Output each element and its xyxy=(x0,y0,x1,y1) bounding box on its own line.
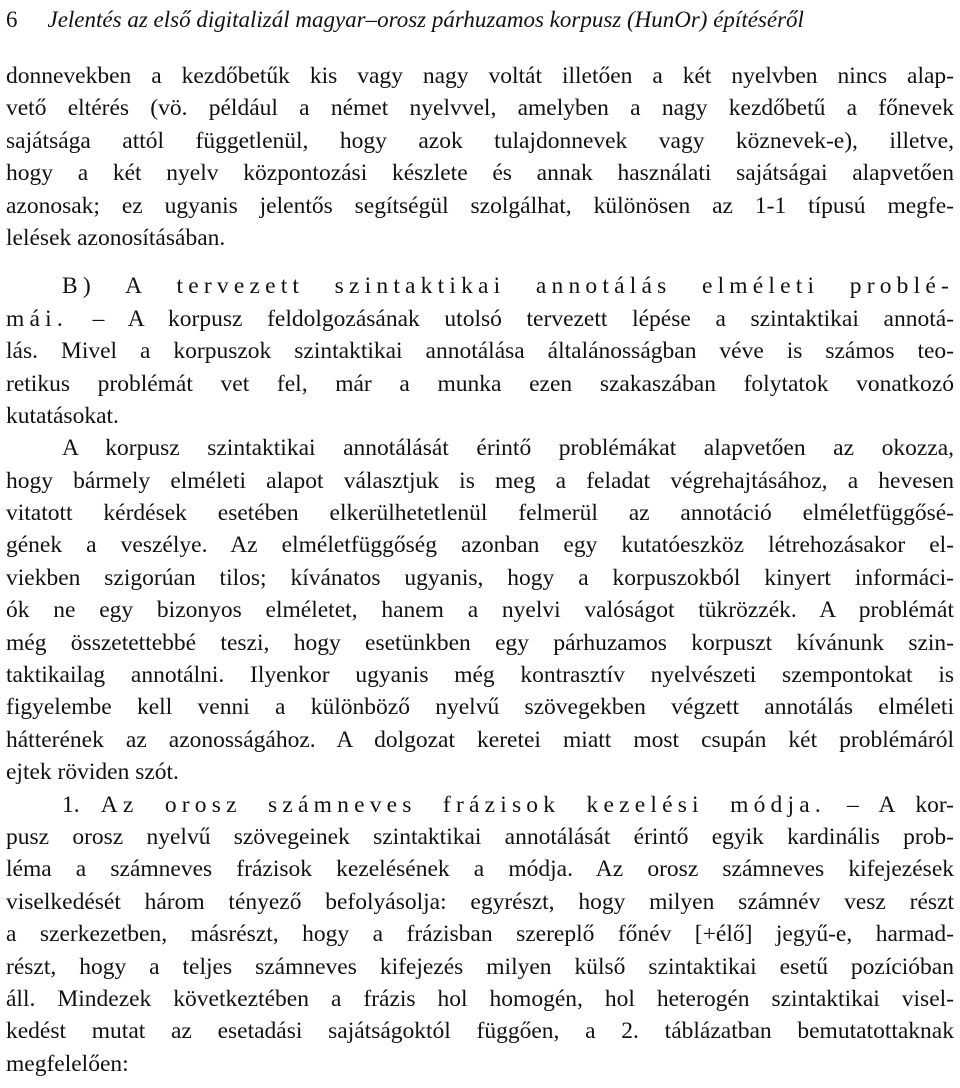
text-line: gének a veszélye. Az elméletfüggőség azonban egy kutatóeszköz létrehozásakor el- xyxy=(6,532,954,559)
text-line: A korpusz szintaktikai annotálását érintő problémákat alapvetően az okozza, xyxy=(62,435,954,462)
section-b-heading: B) A tervezett szintaktikai annotálás elméleti problé- xyxy=(62,273,954,300)
text-line xyxy=(6,303,954,335)
text-line: részt, hogy a teljes számneves kifejezés milyen külső szintaktikai esetű pozícióban xyxy=(6,953,954,980)
text-line: áll. Mindezek következtében a frázis hol homogén, hol heterogén szintaktikai visel- xyxy=(6,985,954,1012)
text-line: hátterének az azonosságához. A dolgozat keretei miatt most csupán két problémáról xyxy=(6,726,954,753)
text-line: a szerkezetben, másrészt, hogy a frázisban szereplő főnév [+élő] jegyű-e, harmad- xyxy=(6,921,954,948)
text-line: vitatott kérdések esetében elkerülhetetlenül felmerül az annotáció elméletfüggősé- xyxy=(6,500,954,527)
text-line: lelések azonosításában. xyxy=(6,224,226,251)
text-line: ók ne egy bizonyos elméletet, hanem a nyelvi valóságot tükrözzék. A problémát xyxy=(6,597,954,624)
item-1-heading-rest: – A kor- xyxy=(825,791,954,818)
body-text xyxy=(6,60,954,1080)
text-line: sajátsága attól függetlenül, hogy azok tulajdonnevek vagy köznevek-e), illetve, xyxy=(6,127,954,154)
text-line: hogy a két nyelv központozási készlete és annak használati sajátságai alapvetően xyxy=(6,160,954,187)
item-1 xyxy=(6,789,954,1081)
text-line: viekben szigorúan tilos; kívánatos ugyanis, hogy a korpuszokból kinyert informáci- xyxy=(6,564,954,591)
text-line: megfelelően: xyxy=(6,1050,129,1077)
text-line: kutatásokat. xyxy=(6,402,119,429)
paragraph-3 xyxy=(6,432,954,788)
text-line: vető eltérés (vö. például a német nyelvvel, amelyben a nagy kezdőbetű a főnevek xyxy=(6,95,954,122)
text-line: figyelembe kell venni a különböző nyelvű szövegekben végzett annotálás elméleti xyxy=(6,694,954,721)
text-line: retikus problémát vet fel, már a munka ezen szakaszában folytatok vonatkozó xyxy=(6,370,954,397)
section-b-heading-rest: – A korpusz feldolgozásának utolsó tervezett lépése a szintaktikai annotá- xyxy=(67,305,954,332)
section-b-heading-end: mái. xyxy=(6,305,68,332)
text-line: taktikailag annotálni. Ilyenkor ugyanis még kontrasztív nyelvészeti szempontokat is xyxy=(6,662,954,689)
text-line: pusz orosz nyelvű szövegeinek szintaktikai annotálását érintő egyik kardinális prob- xyxy=(6,823,954,850)
text-line: donnevekben a kezdőbetűk kis vagy nagy voltát illetően a két nyelvben nincs alap- xyxy=(6,63,954,89)
item-1-heading: Az orosz számneves frázisok kezelési módja. xyxy=(100,791,826,818)
text-line: kedést mutat az esetadási sajátságoktól függően, a 2. táblázatban bemutatottaknak xyxy=(6,1018,954,1045)
running-title: Jelentés az első digitalizál magyar–orosz párhuzamos korpusz (HunOr) építéséről xyxy=(47,7,804,32)
item-1-number: 1. xyxy=(62,791,101,818)
text-line: ejtek röviden szót. xyxy=(6,759,179,786)
paragraph-gap xyxy=(6,254,954,270)
item-1-heading-line xyxy=(6,789,954,821)
document-page xyxy=(6,0,954,1080)
text-line: léma a számneves frázisok kezelésének a módja. Az orosz számneves kifejezések xyxy=(6,856,954,883)
text-line: viselkedését három tényező befolyásolja: egyrészt, hogy milyen számnév vesz részt xyxy=(6,888,954,915)
page-number: 6 xyxy=(6,7,18,32)
paragraph-1 xyxy=(6,60,954,254)
text-line: azonosak; ez ugyanis jelentős segítségül szolgálhat, különösen az 1-1 típusú megfe- xyxy=(6,192,954,219)
running-header xyxy=(6,0,954,40)
text-line: még összetettebbé teszi, hogy esetünkben egy párhuzamos korpuszt kívánunk szin- xyxy=(6,629,954,656)
text-line: hogy bármely elméleti alapot választjuk is meg a feladat végrehajtásához, a hevesen xyxy=(6,467,954,494)
section-b xyxy=(6,270,954,432)
text-line: lás. Mivel a korpuszok szintaktikai annotálása általánosságban véve is számos teo- xyxy=(6,338,954,365)
